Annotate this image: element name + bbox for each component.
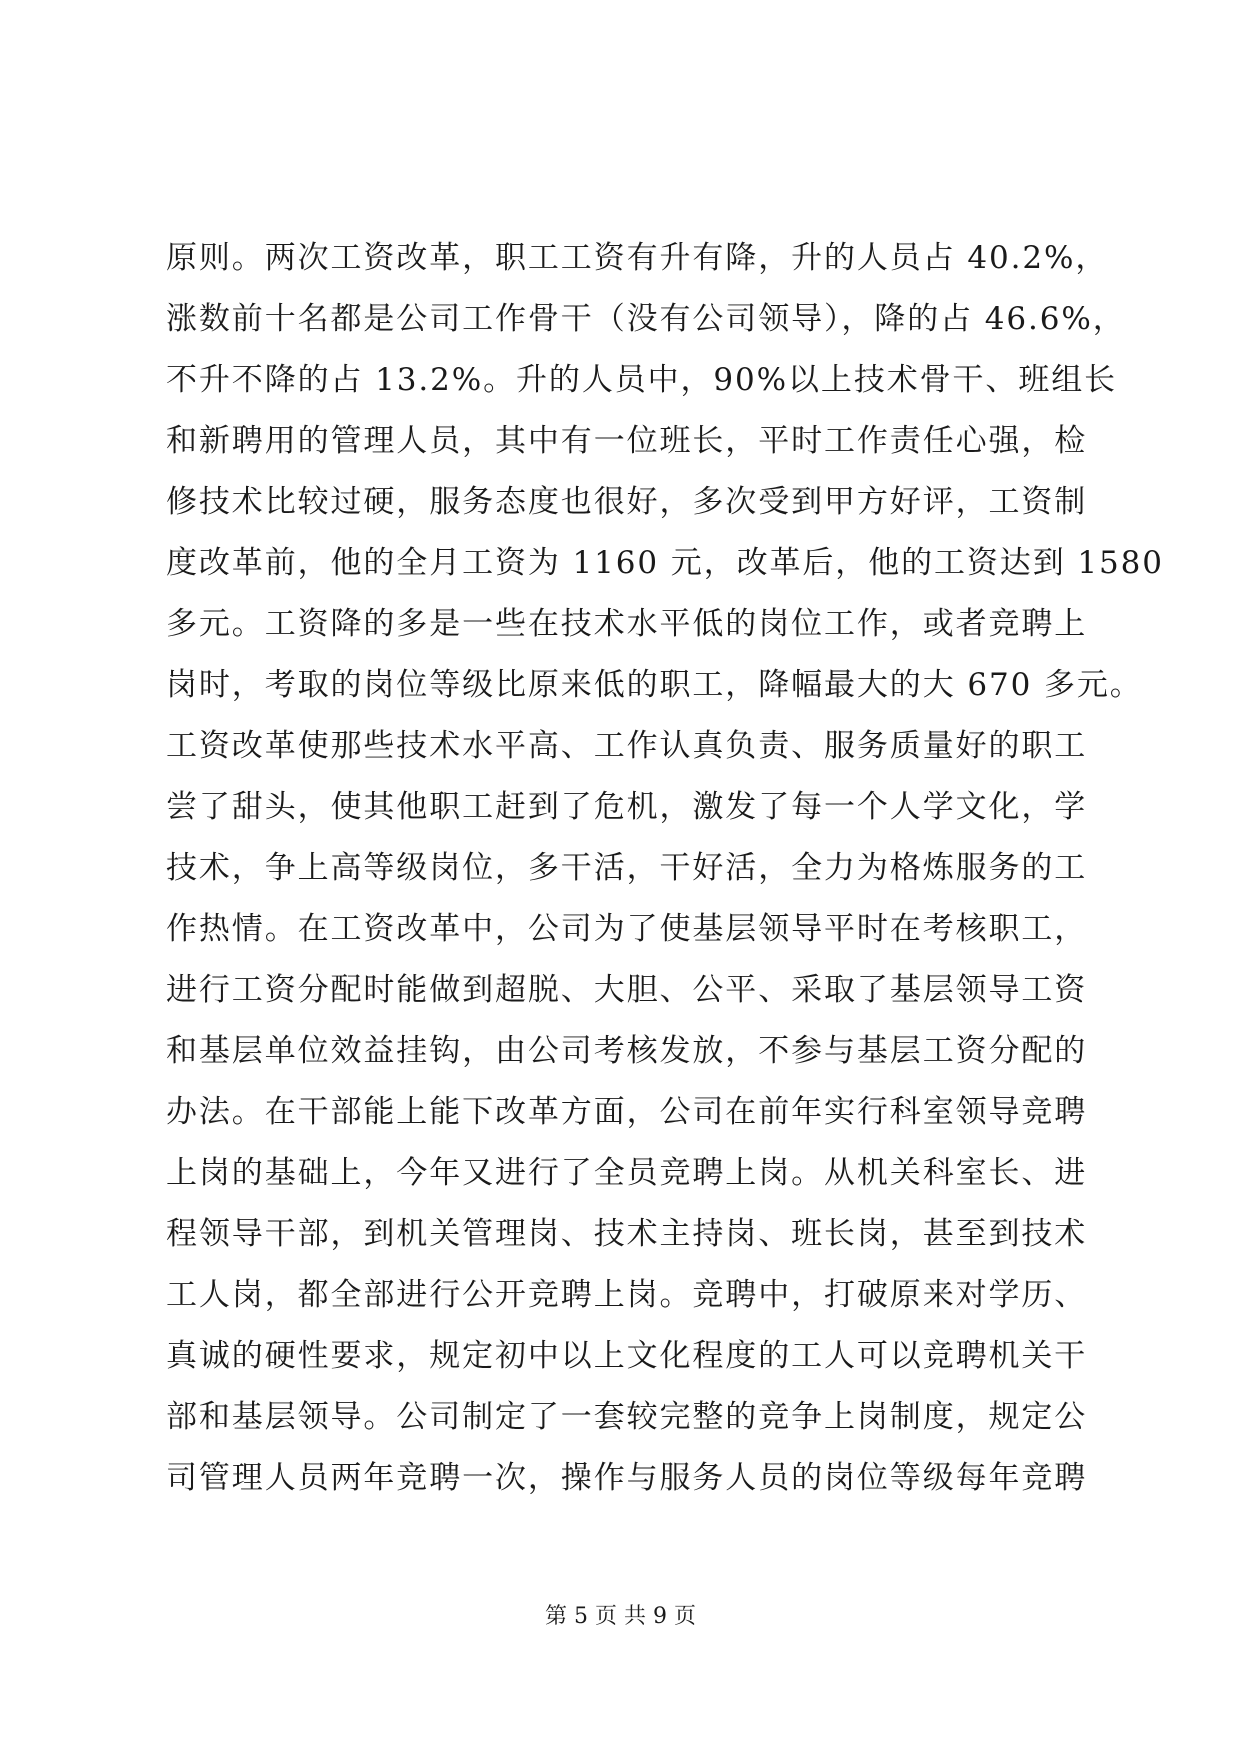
text-line: 真诚的硬性要求，规定初中以上文化程度的工人可以竞聘机关干 [166,1338,1088,1374]
text-line: 部和基层领导。公司制定了一套较完整的竞争上岗制度，规定公 [166,1399,1088,1435]
text-line: 工资改革使那些技术水平高、工作认真负责、服务质量好的职工 [166,728,1088,764]
body-text [166,228,1164,1509]
text-line: 多元。工资降的多是一些在技术水平低的岗位工作，或者竞聘上 [166,606,1088,642]
text-line: 和新聘用的管理人员，其中有一位班长，平时工作责任心强，检 [166,423,1088,459]
text-line: 原则。两次工资改革，职工工资有升有降，升的人员占 40.2%， [166,240,1109,276]
text-line: 修技术比较过硬，服务态度也很好，多次受到甲方好评，工资制 [166,484,1088,520]
text-line: 司管理人员两年竞聘一次，操作与服务人员的岗位等级每年竞聘 [166,1460,1088,1496]
text-line: 度改革前，他的全月工资为 1160 元，改革后，他的工资达到 1580 [166,545,1164,581]
text-line: 和基层单位效益挂钩，由公司考核发放，不参与基层工资分配的 [166,1033,1088,1069]
page-footer: 第 5 页 共 9 页 [545,1604,696,1629]
text-line: 工人岗，都全部进行公开竞聘上岗。竞聘中，打破原来对学历、 [166,1277,1088,1313]
text-line: 不升不降的占 13.2%。升的人员中，90%以上技术骨干、班组长 [166,362,1118,398]
text-line: 进行工资分配时能做到超脱、大胆、公平、采取了基层领导工资 [166,972,1088,1008]
text-line: 岗时，考取的岗位等级比原来低的职工，降幅最大的大 670 多元。 [166,667,1143,703]
text-line: 技术，争上高等级岗位，多干活，干好活，全力为格炼服务的工 [166,850,1088,886]
text-line: 涨数前十名都是公司工作骨干（没有公司领导），降的占 46.6%， [166,301,1126,337]
text-line: 程领导干部，到机关管理岗、技术主持岗、班长岗，甚至到技术 [166,1216,1088,1252]
text-line: 尝了甜头，使其他职工赶到了危机，激发了每一个人学文化，学 [166,789,1088,825]
text-line: 作热情。在工资改革中，公司为了使基层领导平时在考核职工， [166,911,1088,947]
text-line: 上岗的基础上，今年又进行了全员竞聘上岗。从机关科室长、进 [166,1155,1088,1191]
text-line: 办法。在干部能上能下改革方面，公司在前年实行科室领导竞聘 [166,1094,1088,1130]
